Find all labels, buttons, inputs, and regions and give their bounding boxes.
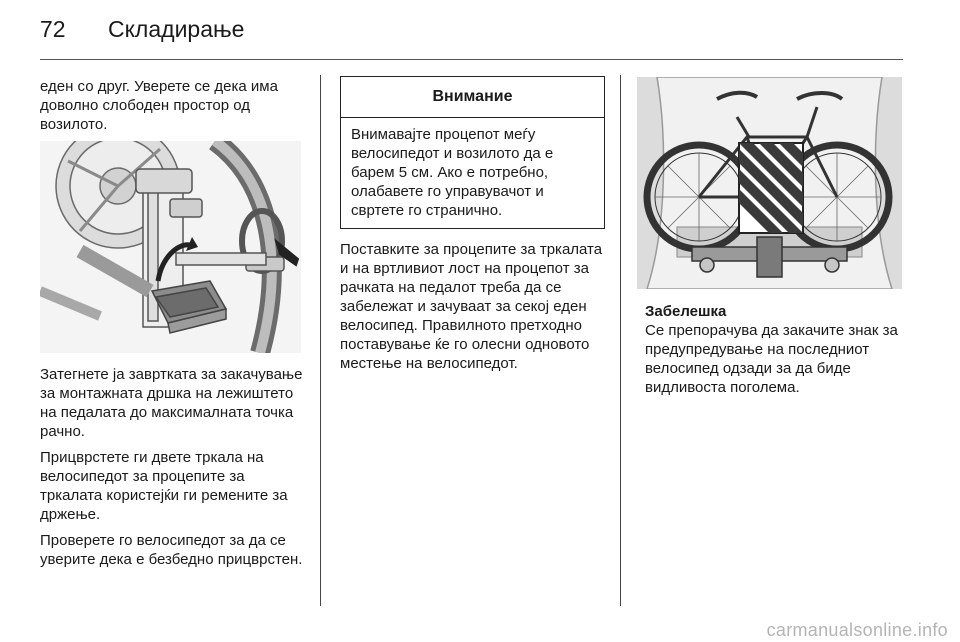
site-watermark: carmanualsonline.info xyxy=(766,620,948,640)
column-left-lower xyxy=(40,365,310,576)
page-number: 72 xyxy=(40,16,66,42)
column-divider-1 xyxy=(320,75,321,606)
paragraph-tighten: Затегнете ја завртката за закачување за монтажната дршка на лежиштето на педалата до максималната точка рачно. xyxy=(40,366,303,440)
warning-title: Внимание xyxy=(341,77,604,118)
column-middle xyxy=(340,76,605,380)
column-divider-2 xyxy=(620,75,621,606)
note-title: Забелешка xyxy=(645,303,727,320)
paragraph-check: Проверете го велосипедот за да се уверите дека е безбедно прицврстен. xyxy=(40,532,303,568)
pedal-mount-illustration xyxy=(40,141,301,353)
column-left xyxy=(40,77,310,141)
settings-paragraph: Поставките за процепите за тркалата и на вртливиот лост на процепот за рачката на педалот треба да се забележат и зачуваат за секој еден велосипед. Правилното претходно поставување ќе го олесни одновото местење на велосипедот. xyxy=(340,241,603,372)
note-section xyxy=(645,302,907,397)
intro-text: еден со друг. Уверете се дека има доволно слободен простор од возилото. xyxy=(40,78,278,133)
paragraph-fasten: Прицврстете ги двете тркала на велосипедот за процепите за тркалата користејќи ги ремените за држење. xyxy=(40,449,288,523)
warning-box xyxy=(340,76,605,229)
page-title: Складирање xyxy=(108,16,245,42)
header-rule xyxy=(40,59,903,60)
bike-carrier-illustration xyxy=(637,77,902,289)
warning-text: Внимавајте процепот меѓу велосипедот и возилото да е барем 5 см. Ако е потребно, олабавете го управувачот и свртете го странично. xyxy=(351,126,554,219)
note-text: Се препорачува да закачите знак за предупредување на последниот велосипед одзади за да биде видливоста поголема. xyxy=(645,322,898,396)
